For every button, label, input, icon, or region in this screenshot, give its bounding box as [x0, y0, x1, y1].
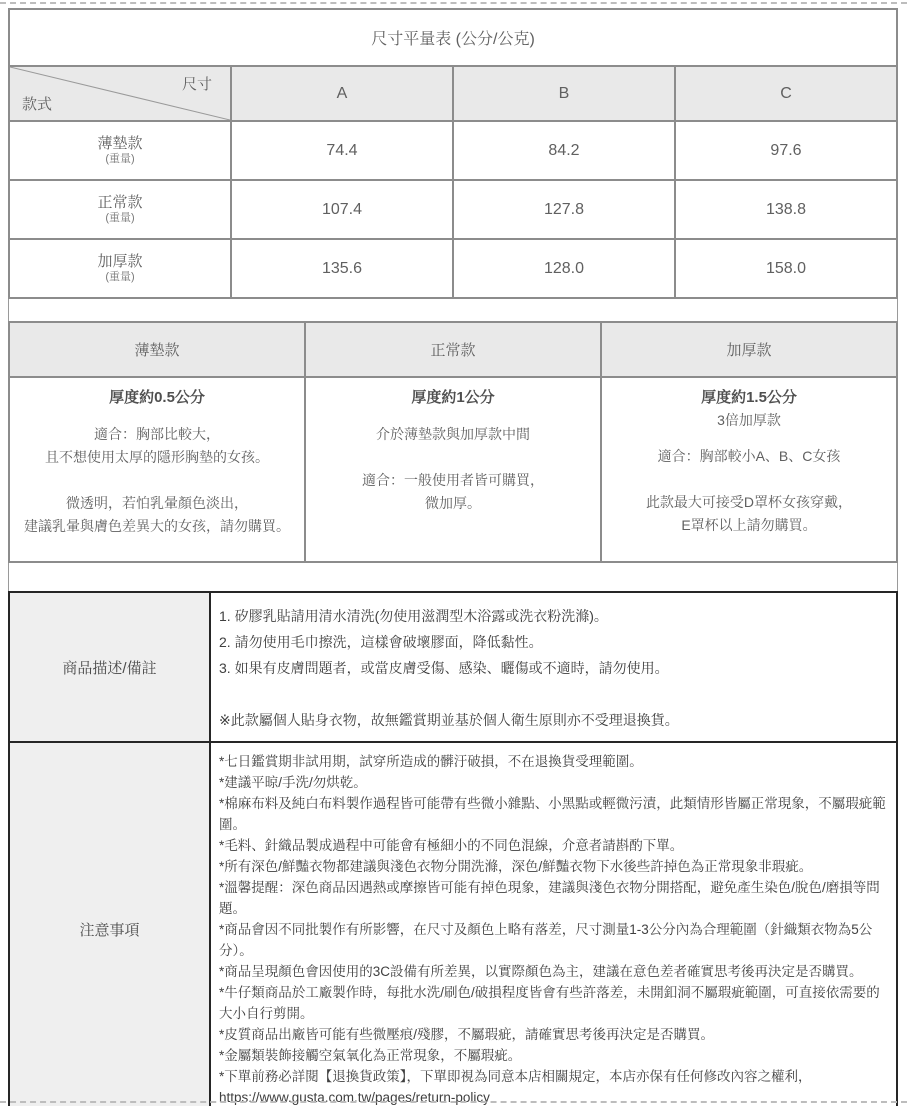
- description-notes-table: [8, 591, 898, 1106]
- row-label: 薄墊款: [97, 135, 143, 152]
- value-cell: 97.6: [675, 121, 897, 180]
- variant-cell-thin: [9, 377, 305, 562]
- table-row-normal-pad: [9, 180, 897, 239]
- value-cell: 127.8: [453, 180, 675, 239]
- description-remark: ※此款屬個人貼身衣物，故無鑑賞期並基於個人衛生原則亦不受理退換貨。: [219, 712, 679, 728]
- row-label-cell: [9, 121, 231, 180]
- variant-text-line: 適合：胸部較小A、B、C女孩: [657, 448, 841, 464]
- note-line: *商品呈現顏色會因使用的3C設備有所差異，以實際顏色為主，建議在意色差者確實思考後再決定是否購買。: [219, 964, 863, 979]
- description-row: [9, 592, 897, 742]
- note-line: *皮質商品出廠皆可能有些微壓痕/殘膠，不屬瑕疵，請確實思考後再決定是否購買。: [219, 1027, 715, 1042]
- note-line: *牛仔類商品於工廠製作時，每批水洗/刷色/破損程度皆會有些許落差，未開釦洞不屬瑕疵範圍，可直接依需要的大小自行剪開。: [219, 985, 880, 1021]
- variant-body-row: [9, 377, 897, 562]
- size-table-corner-cell: [9, 66, 231, 121]
- table-row-thick-pad: [9, 239, 897, 298]
- size-column-header-a: A: [231, 66, 453, 121]
- variant-text-line: 微透明，若怕乳暈顏色淡出，: [66, 495, 248, 511]
- description-content: [210, 592, 897, 742]
- row-sublabel: (重量): [105, 153, 135, 165]
- thickness-label: 厚度約1公分: [411, 389, 495, 406]
- size-column-header-b: B: [453, 66, 675, 121]
- notes-label: 注意事項: [9, 742, 210, 1106]
- variant-text-line: 建議乳暈與膚色差異大的女孩，請勿購買。: [24, 518, 290, 534]
- variant-text-line: [11, 469, 303, 492]
- corner-size-label: 尺寸: [181, 76, 212, 93]
- variant-text-line: [603, 468, 895, 491]
- thickness-label: 厚度約1.5公分: [701, 389, 797, 406]
- description-label: 商品描述/備註: [9, 592, 210, 742]
- note-line: *棉麻布料及純白布料製作過程皆可能帶有些微小雜點、小黑點或輕微污漬，此類情形皆屬正常現象，不屬瑕疵範圍。: [219, 796, 886, 832]
- description-line: 2. 請勿使用毛巾擦洗，這樣會破壞膠面，降低黏性。: [219, 634, 543, 650]
- size-table-title-row: [9, 9, 897, 66]
- variant-header-thick: 加厚款: [601, 322, 897, 377]
- variant-text-block: [603, 445, 895, 560]
- top-dashed-divider: [0, 2, 907, 4]
- variant-text-line: [307, 446, 599, 469]
- row-sublabel: (重量): [105, 271, 135, 283]
- variant-text-line: [603, 537, 895, 560]
- variant-cell-thick: [601, 377, 897, 562]
- variant-header-thin: 薄墊款: [9, 322, 305, 377]
- value-cell: 84.2: [453, 121, 675, 180]
- return-policy-url: https://www.gusta.com.tw/pages/return-policy: [219, 1090, 490, 1105]
- thickness-subline: 3倍加厚款: [717, 412, 781, 428]
- value-cell: 138.8: [675, 180, 897, 239]
- notes-content: [210, 742, 897, 1106]
- variant-text-block: [11, 423, 303, 538]
- note-line: *商品會因不同批製作有所影響，在尺寸及顏色上略有落差，尺寸測量1-3公分內為合理範圍（針織類衣物為5公分）。: [219, 922, 873, 958]
- row-label: 正常款: [97, 194, 143, 211]
- variant-text-block: [307, 423, 599, 538]
- note-line: *下單前務必詳閱【退換貨政策】，下單即視為同意本店相關規定，本店亦保有任何修改內容之權利，: [219, 1069, 812, 1084]
- value-cell: 74.4: [231, 121, 453, 180]
- row-label-cell: [9, 180, 231, 239]
- row-sublabel: (重量): [105, 212, 135, 224]
- variant-text-line: 適合：一般使用者皆可購買，: [362, 472, 544, 488]
- row-label: 加厚款: [97, 253, 143, 270]
- note-line: *溫馨提醒：深色商品因遇熱或摩擦皆可能有掉色現象，建議與淺色衣物分開搭配，避免產生染色/脫色/磨損等問題。: [219, 880, 880, 916]
- variant-header-normal: 正常款: [305, 322, 601, 377]
- variant-text-line: E罩杯以上請勿購買。: [681, 517, 817, 533]
- size-table-title: 尺寸平量表 (公分/公克): [9, 9, 897, 66]
- value-cell: 158.0: [675, 239, 897, 298]
- row-label-cell: [9, 239, 231, 298]
- size-table-header-row: [9, 66, 897, 121]
- notes-row: [9, 742, 897, 1106]
- variant-text-line: 此款最大可接受D罩杯女孩穿戴，: [645, 494, 853, 510]
- bottom-dashed-divider: [0, 1101, 907, 1103]
- variant-text-line: 介於薄墊款與加厚款中間: [376, 426, 530, 442]
- variant-text-line: 且不想使用太厚的隱形胸墊的女孩。: [45, 449, 269, 465]
- corner-style-label: 款式: [22, 96, 53, 113]
- frame-spacer: [8, 563, 898, 591]
- variant-text-line: 微加厚。: [425, 495, 481, 511]
- note-line: *七日鑑賞期非試用期，試穿所造成的髒汙破損，不在退換貨受理範圍。: [219, 754, 643, 769]
- size-column-header-c: C: [675, 66, 897, 121]
- value-cell: 135.6: [231, 239, 453, 298]
- value-cell: 107.4: [231, 180, 453, 239]
- variant-cell-normal: [305, 377, 601, 562]
- value-cell: 128.0: [453, 239, 675, 298]
- note-line: *金屬類裝飾接觸空氣氧化為正常現象，不屬瑕疵。: [219, 1048, 522, 1063]
- size-weight-table: [8, 8, 898, 299]
- variant-header-row: [9, 322, 897, 377]
- table-row-thin-pad: [9, 121, 897, 180]
- variant-text-line: 適合：胸部比較大，: [94, 426, 220, 442]
- thickness-label: 厚度約0.5公分: [109, 389, 205, 406]
- variant-comparison-table: [8, 321, 898, 563]
- description-line: 3. 如果有皮膚問題者，或當皮膚受傷、感染、曬傷或不適時，請勿使用。: [219, 660, 669, 676]
- note-line: *建議平晾/手洗/勿烘乾。: [219, 775, 367, 790]
- note-line: *所有深色/鮮豔衣物都建議與淺色衣物分開洗滌，深色/鮮豔衣物下水後些許掉色為正常現象非瑕疵。: [219, 859, 813, 874]
- note-line: *毛料、針織品製成過程中可能會有極細小的不同色混線，介意者請斟酌下單。: [219, 838, 684, 853]
- variant-text-line: [307, 515, 599, 538]
- description-line: 1. 矽膠乳貼請用清水清洗(勿使用滋潤型木浴露或洗衣粉洗滌)。: [219, 608, 608, 624]
- frame-spacer: [8, 299, 898, 321]
